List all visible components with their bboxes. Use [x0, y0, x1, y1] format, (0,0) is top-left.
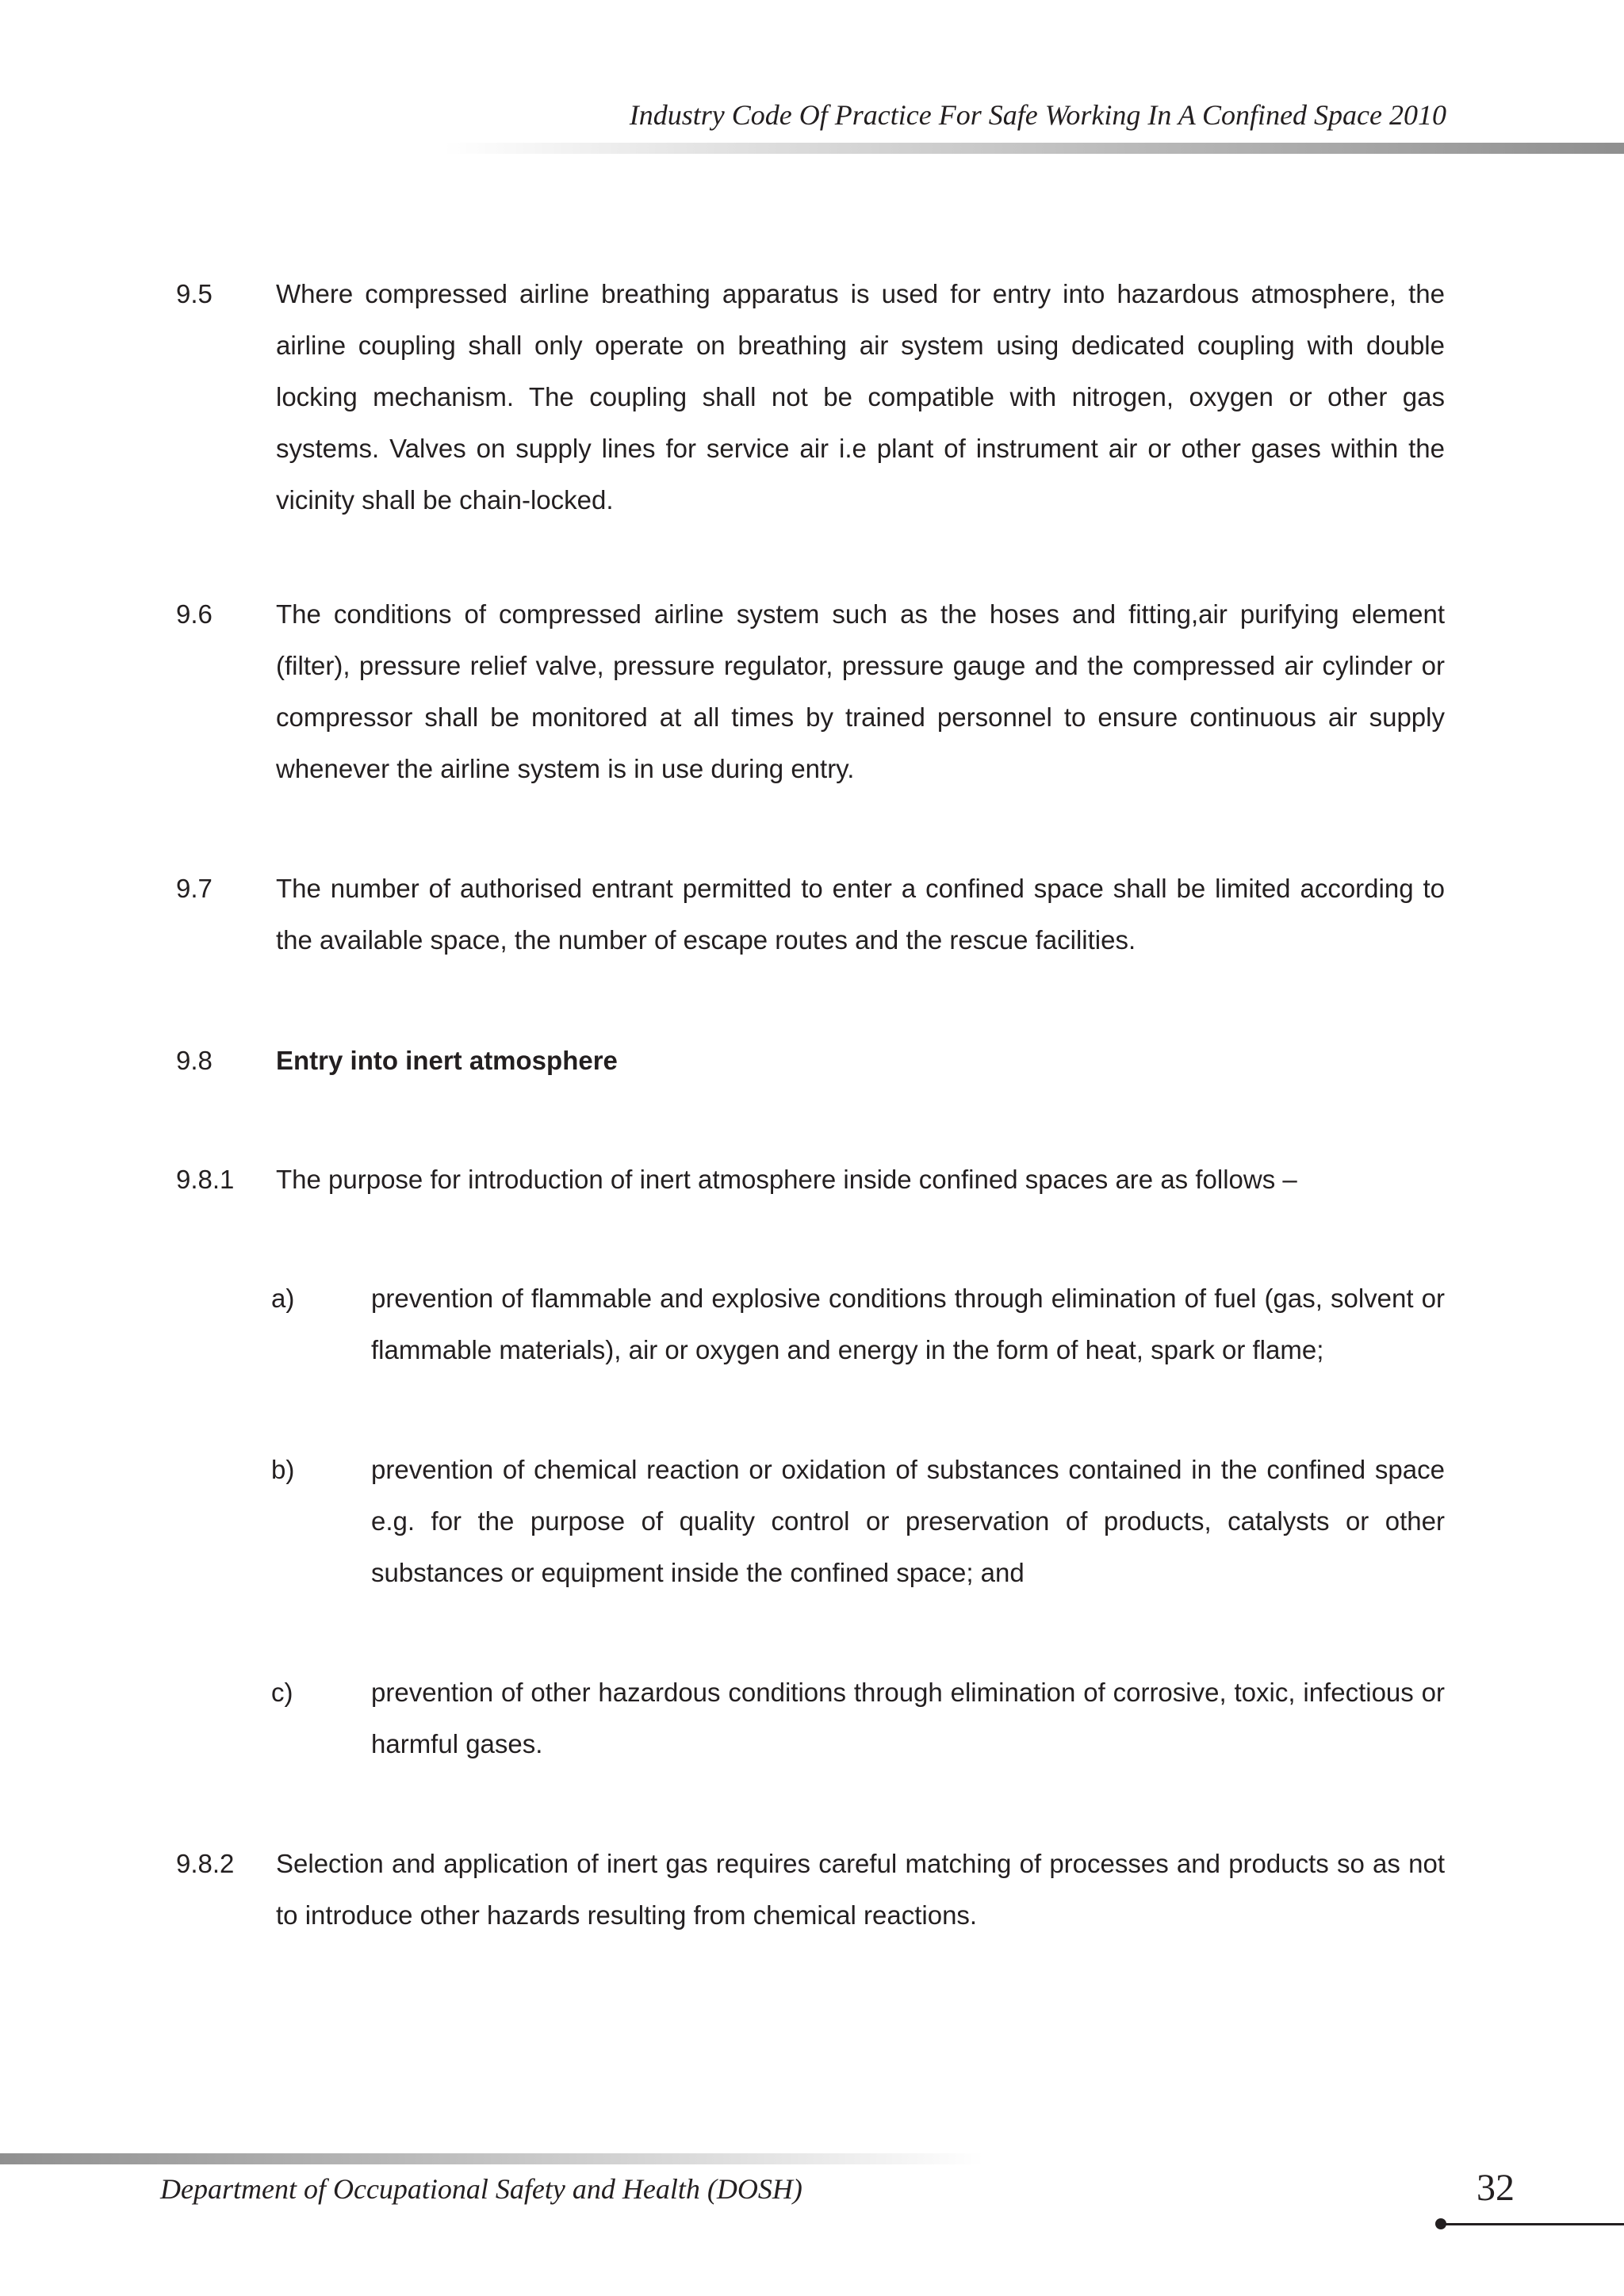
section-number: 9.7 — [176, 874, 213, 903]
section-text: The conditions of compressed airline system such as the hoses and fitting,air purifying element (filter), pressure relief valve, pressure regulator, pressure gauge and the compressed air cylinder or compressor shall be monitored at all times by trained personnel to ensure continuous air supply whenever the airline system is in use during entry. — [276, 599, 1445, 783]
section-9-8-2 — [176, 1838, 1445, 1941]
footer-gradient-bar — [0, 2153, 983, 2164]
section-9-8-1 — [176, 1154, 1445, 1205]
list-item-text: prevention of other hazardous conditions through elimination of corrosive, toxic, infectious or harmful gases. — [371, 1678, 1445, 1758]
header-gradient-bar — [444, 143, 1624, 154]
list-item-text: prevention of flammable and explosive conditions through elimination of fuel (gas, solvent or flammable materials), air or oxygen and energy in the form of heat, spark or flame; — [371, 1284, 1445, 1364]
section-heading: Entry into inert atmosphere — [276, 1046, 618, 1075]
list-item-a — [271, 1272, 1445, 1376]
page-number-underline — [1443, 2223, 1624, 2225]
page-number-dot — [1435, 2218, 1446, 2229]
section-9-6 — [176, 588, 1445, 794]
page-header-title: Industry Code Of Practice For Safe Working In A Confined Space 2010 — [629, 99, 1446, 131]
list-item-label: b) — [271, 1455, 295, 1484]
section-9-5 — [176, 268, 1445, 526]
section-number: 9.5 — [176, 279, 213, 308]
section-9-7 — [176, 863, 1445, 966]
list-item-b — [271, 1444, 1445, 1598]
section-number: 9.6 — [176, 599, 213, 629]
footer-department: Department of Occupational Safety and Health (DOSH) — [160, 2173, 802, 2205]
list-item-c — [271, 1667, 1445, 1770]
list-item-label: c) — [271, 1678, 293, 1707]
section-number: 9.8.2 — [176, 1849, 235, 1878]
section-text: Selection and application of inert gas requires careful matching of processes and products so as not to introduce other hazards resulting from chemical reactions. — [276, 1849, 1445, 1930]
list-item-text: prevention of chemical reaction or oxidation of substances contained in the confined space e.g. for the purpose of quality control or preservation of products, catalysts or other substances or equipment inside the confined space; and — [371, 1455, 1445, 1587]
section-number: 9.8 — [176, 1046, 213, 1075]
page-number: 32 — [1477, 2167, 1515, 2209]
section-text: The number of authorised entrant permitted to enter a confined space shall be limited according to the available space, the number of escape routes and the rescue facilities. — [276, 874, 1445, 955]
list-item-label: a) — [271, 1284, 295, 1313]
section-text: The purpose for introduction of inert atmosphere inside confined spaces are as follows – — [276, 1165, 1297, 1194]
section-number: 9.8.1 — [176, 1165, 235, 1194]
section-text: Where compressed airline breathing apparatus is used for entry into hazardous atmosphere, the airline coupling shall only operate on breathing air system using dedicated coupling with double locking mechanism. The coupling shall not be compatible with nitrogen, oxygen or other gas systems. Valves on supply lines for service air i.e plant of instrument air or other gases within the vicinity shall be chain-locked. — [276, 279, 1445, 515]
section-9-8 — [176, 1035, 1445, 1086]
